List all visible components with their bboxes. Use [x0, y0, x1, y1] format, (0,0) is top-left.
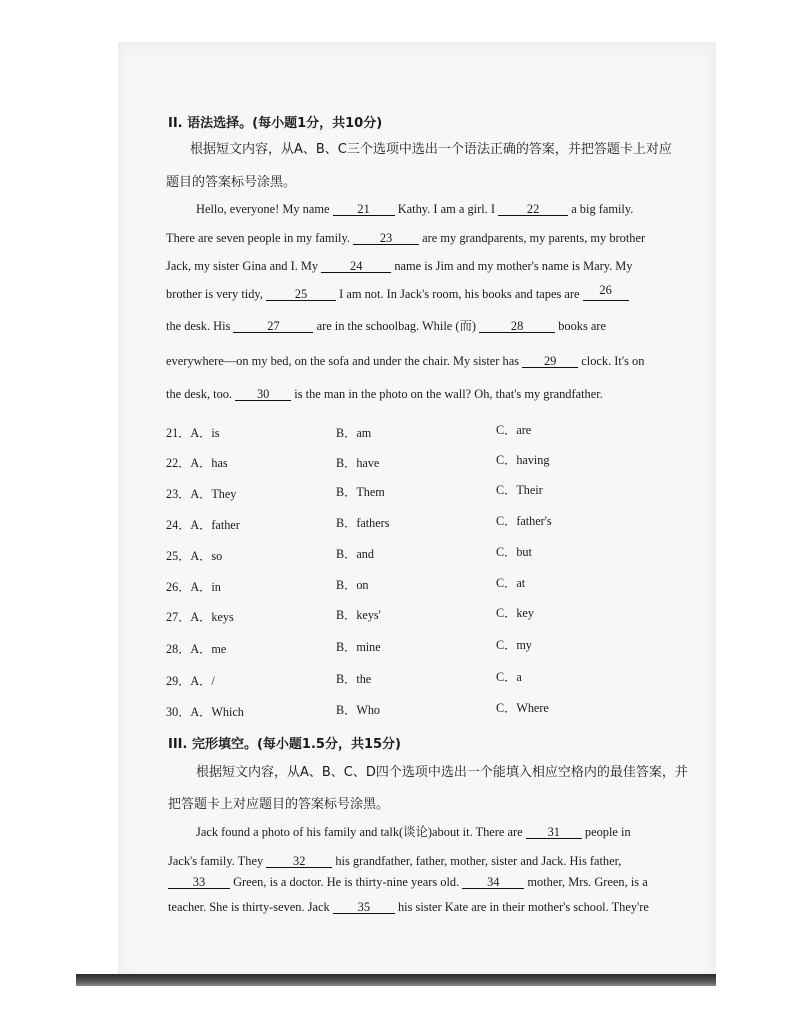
- section-3-title: III. 完形填空。(每小题1.5分，共15分): [168, 737, 401, 752]
- option-27-b: B．keys': [336, 608, 381, 622]
- blank-23: 23: [353, 232, 419, 245]
- cloze-line-2: Jack's family. They 32 his grandfather, father, mother, sister and Jack. His father,: [168, 854, 622, 868]
- cloze-line-3: 33 Green, is a doctor. He is thirty-nine years old. 34 mother, Mrs. Green, is a: [168, 876, 648, 889]
- passage-line-1: Hello, everyone! My name 21 Kathy. I am a girl. I 22 a big family.: [196, 202, 634, 216]
- option-24-b: B．fathers: [336, 516, 390, 530]
- section-2-title: II. 语法选择。(每小题1分，共10分): [168, 116, 383, 131]
- blank-28: 28: [479, 320, 555, 333]
- blank-26: 26: [583, 288, 629, 301]
- section-3-instruction-line-2: 把答题卡上对应题目的答案标号涂黑。: [168, 797, 390, 812]
- cloze-line-1: Jack found a photo of his family and talk(谈论)about it. There are 31 people in: [196, 825, 631, 839]
- blank-34: 34: [462, 876, 524, 889]
- blank-35: 35: [333, 901, 395, 914]
- option-21-a: 21．A．is: [166, 426, 220, 440]
- option-26-c: C．at: [496, 576, 526, 590]
- option-24-a: 24．A．father: [166, 518, 240, 532]
- scanner-edge: [76, 974, 716, 986]
- option-23-c: C．Their: [496, 483, 543, 497]
- option-28-c: C．my: [496, 638, 532, 652]
- option-29-a: 29．A．/: [166, 674, 215, 688]
- blank-24: 24: [321, 260, 391, 273]
- option-28-a: 28．A．me: [166, 642, 227, 656]
- option-30-a: 30．A．Which: [166, 705, 244, 719]
- option-22-c: C．having: [496, 453, 550, 467]
- option-30-b: B．Who: [336, 703, 381, 717]
- option-21-b: B．am: [336, 426, 372, 440]
- option-23-b: B．Them: [336, 485, 385, 499]
- option-30-c: C．Where: [496, 701, 549, 715]
- section-3-instruction-line-1: 根据短文内容，从A、B、C、D四个选项中选出一个能填入相应空格内的最佳答案，并: [196, 765, 688, 780]
- section-2-instruction-line-2: 题目的答案标号涂黑。: [166, 175, 297, 190]
- option-24-c: C．father's: [496, 514, 552, 528]
- passage-line-5: the desk. His 27 are in the schoolbag. While (而) 28 books are: [166, 319, 607, 333]
- section-2-instruction-line-1: 根据短文内容，从A、B、C三个选项中选出一个语法正确的答案，并把答题卡上对应: [190, 142, 672, 157]
- blank-31: 31: [526, 826, 582, 839]
- option-29-b: B．the: [336, 672, 372, 686]
- passage-line-4: brother is very tidy, 25 I am not. In Jack's room, his books and tapes are 26: [166, 288, 629, 301]
- option-23-a: 23．A．They: [166, 487, 237, 501]
- blank-21: 21: [333, 203, 395, 216]
- passage-line-6: everywhere—on my bed, on the sofa and under the chair. My sister has 29 clock. It's on: [166, 354, 645, 368]
- blank-25: 25: [266, 288, 336, 301]
- option-22-a: 22．A．has: [166, 456, 228, 470]
- blank-32: 32: [266, 855, 332, 868]
- option-25-c: C．but: [496, 545, 532, 559]
- option-27-a: 27．A．keys: [166, 610, 234, 624]
- option-22-b: B．have: [336, 456, 380, 470]
- blank-27: 27: [233, 320, 313, 333]
- passage-line-7: the desk, too. 30 is the man in the photo on the wall? Oh, that's my grandfather.: [166, 387, 603, 401]
- option-29-c: C．a: [496, 670, 522, 684]
- blank-22: 22: [498, 203, 568, 216]
- blank-30: 30: [235, 388, 291, 401]
- option-27-c: C．key: [496, 606, 534, 620]
- option-26-a: 26．A．in: [166, 580, 221, 594]
- passage-line-3: Jack, my sister Gina and I. My 24 name is Jim and my mother's name is Mary. My: [166, 259, 633, 273]
- blank-29: 29: [522, 355, 578, 368]
- blank-33: 33: [168, 876, 230, 889]
- option-28-b: B．mine: [336, 640, 381, 654]
- option-25-b: B．and: [336, 547, 374, 561]
- option-25-a: 25．A．so: [166, 549, 223, 563]
- passage-line-2: There are seven people in my family. 23 are my grandparents, my parents, my brother: [166, 231, 646, 245]
- cloze-line-4: teacher. She is thirty-seven. Jack 35 his sister Kate are in their mother's school. They're: [168, 900, 649, 914]
- option-21-c: C．are: [496, 423, 532, 437]
- option-26-b: B．on: [336, 578, 369, 592]
